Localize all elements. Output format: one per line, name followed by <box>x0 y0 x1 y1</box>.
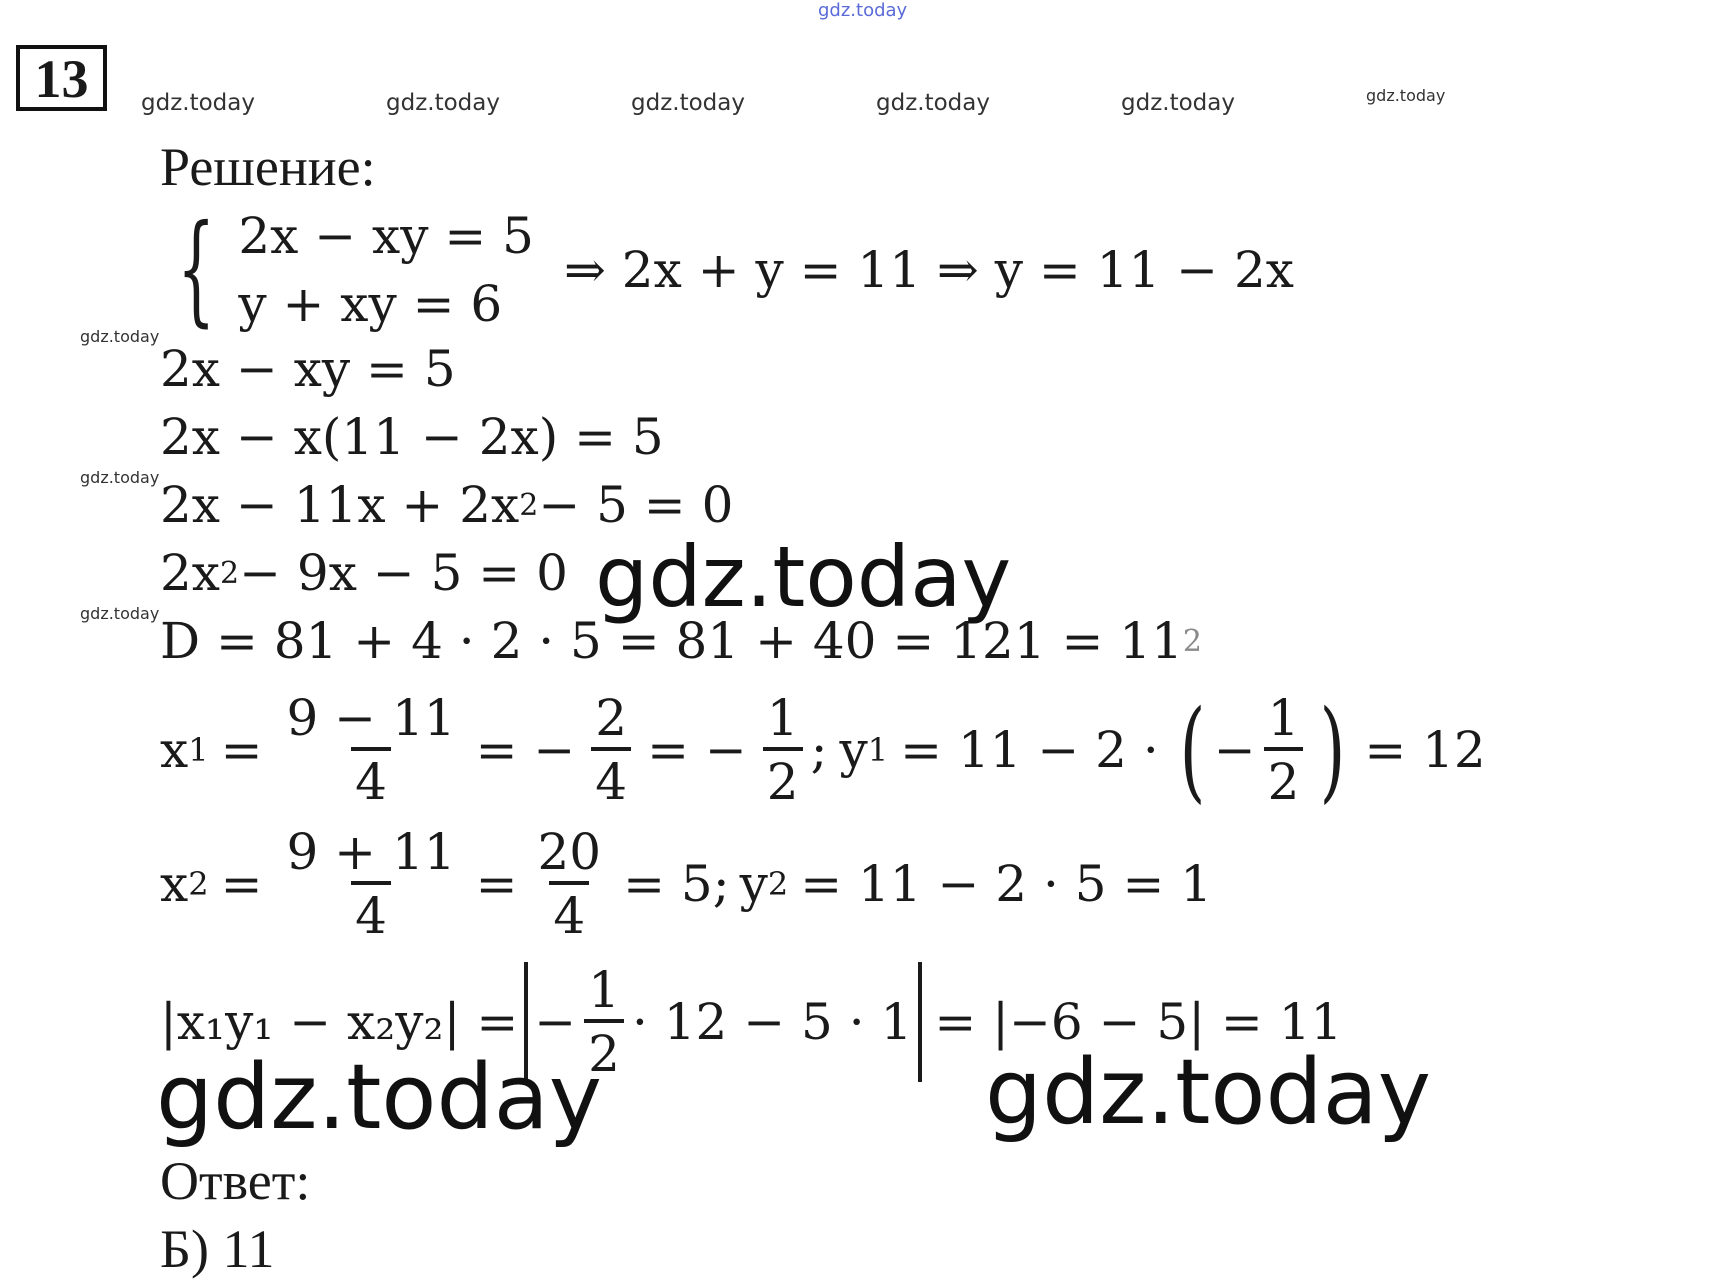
x1-fraction-1: $\frac{9 - 11}{4}$ <box>286 689 456 811</box>
watermark-top: gdz.today <box>818 0 908 21</box>
answer-value: Б) 11 <box>160 1219 275 1279</box>
watermark: gdz.today <box>141 90 255 116</box>
watermark: gdz.today <box>80 468 160 487</box>
x1-subscript: 1 <box>188 731 209 769</box>
step-3 <box>160 476 733 534</box>
step-4-text-end: − 9x − 5 = 0 <box>239 544 568 602</box>
step-4-text: 2x <box>160 544 221 602</box>
y1-result: = 12 <box>1364 721 1486 779</box>
brace-icon: { <box>177 200 216 339</box>
watermark: gdz.today <box>631 90 745 116</box>
y2-label: y <box>739 855 768 913</box>
step-2 <box>160 408 664 466</box>
left-paren-icon: ( <box>1179 686 1206 814</box>
watermark-large: gdz.today <box>595 528 1012 626</box>
abs-right: = |−6 − 5| = 11 <box>934 993 1343 1051</box>
step-3-text-end: − 5 = 0 <box>538 476 734 534</box>
watermark: gdz.today <box>1366 86 1446 105</box>
abs-middle: · 12 − 5 · 1 <box>631 993 913 1051</box>
system-equation-1: 2x − xy = 5 <box>238 207 534 265</box>
discriminant <box>160 612 1202 670</box>
x1-fraction-2: $\frac{2}{4}$ <box>591 693 631 807</box>
system-equation-2: y + xy = 6 <box>238 275 503 333</box>
watermark: gdz.today <box>80 327 160 346</box>
solution-title: Решение: <box>160 137 376 197</box>
y1-expression: = 11 − 2 · <box>900 721 1159 779</box>
root-x2-line: x 2 = $\frac{9 + 11}{4}$ = $\frac{20}{4}$ = 5; y 2 = 11 − 2 · 5 = 1 <box>160 823 1213 945</box>
watermark: gdz.today <box>80 604 160 623</box>
discriminant-exponent: 2 <box>1182 623 1202 659</box>
step-4-exponent: 2 <box>220 555 240 591</box>
right-paren-icon: ) <box>1319 686 1346 814</box>
abs-bar-right <box>918 962 922 1082</box>
x1-fraction-3: $\frac{1}{2}$ <box>763 693 803 807</box>
step-4 <box>160 544 568 602</box>
discriminant-text: D = 81 + 4 · 2 · 5 = 81 + 40 = 121 = 11 <box>160 612 1183 670</box>
x2-subscript: 2 <box>188 865 209 903</box>
y2-subscript: 2 <box>767 865 789 903</box>
step-2-text: 2x − x(11 − 2x) = 5 <box>160 408 664 466</box>
watermark: gdz.today <box>386 90 500 116</box>
x1-label: x <box>160 721 189 779</box>
y1-subscript: 1 <box>867 731 889 769</box>
watermark-large: gdz.today <box>985 1040 1432 1145</box>
y1-label: y <box>839 721 868 779</box>
abs-left: |x₁y₁ − x₂y₂| = <box>160 993 519 1051</box>
x2-fraction-2: $\frac{20}{4}$ <box>537 823 602 945</box>
x2-label: x <box>160 855 189 913</box>
abs-fraction: $\frac{1}{2}$ <box>584 965 624 1079</box>
x2-fraction-1: $\frac{9 + 11}{4}$ <box>286 823 456 945</box>
x2-result: = 5; <box>623 855 730 913</box>
absolute-value-line: |x₁y₁ − x₂y₂| = − $\frac{1}{2}$ · 12 − 5 · 1 = |−6 − 5| = 11 <box>160 961 1343 1083</box>
answer-title: Ответ: <box>160 1151 311 1211</box>
y2-expression: = 11 − 2 · 5 = 1 <box>800 855 1213 913</box>
system-result: ⇒ 2x + y = 11 ⇒ y = 11 − 2x <box>564 241 1294 299</box>
watermark-large: gdz.today <box>156 1045 603 1150</box>
equation-system <box>158 200 1294 340</box>
step-3-exponent: 2 <box>519 487 539 523</box>
y1-fraction: $\frac{1}{2}$ <box>1264 693 1304 807</box>
watermark: gdz.today <box>1121 90 1235 116</box>
watermark: gdz.today <box>876 90 990 116</box>
step-3-text: 2x − 11x + 2x <box>160 476 520 534</box>
root-x1-line: x 1 = $\frac{9 - 11}{4}$ = − $\frac{2}{4}$ = − $\frac{1}{2}$ ; y 1 = 11 − 2 · ( − $\frac{1}{2}$ ) = 12 <box>160 686 1486 814</box>
task-number-box: 13 <box>16 45 107 111</box>
step-1 <box>160 340 456 398</box>
step-1-text: 2x − xy = 5 <box>160 340 456 398</box>
